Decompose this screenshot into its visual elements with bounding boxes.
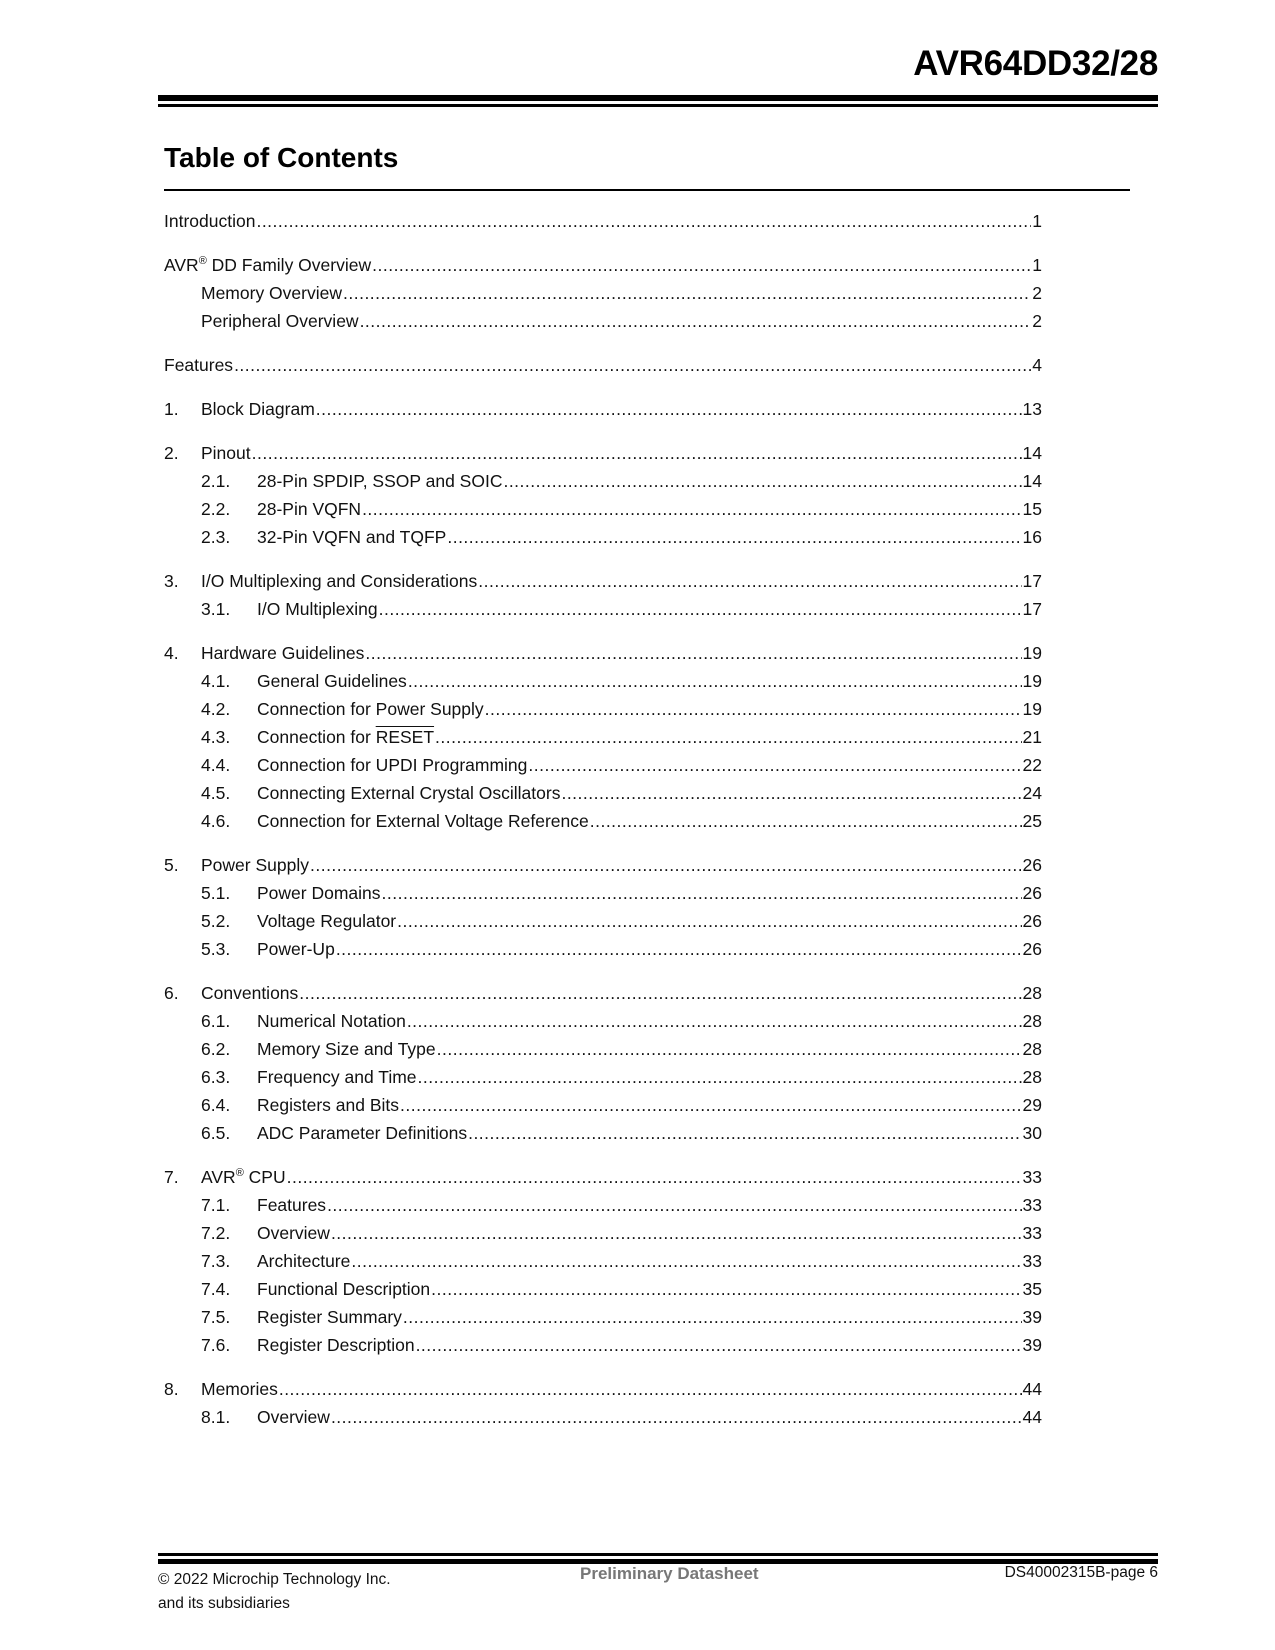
toc-entry-label[interactable]: Architecture [257,1251,351,1271]
toc-entry-page[interactable]: 1 [1032,211,1042,231]
toc-entry-number: 4.6. [201,811,231,831]
toc-entry-label[interactable]: I/O Multiplexing and Considerations [201,571,478,591]
toc-leader-dots [362,495,1021,523]
toc-entry[interactable] [164,595,1042,623]
toc-leader-dots [327,1191,1021,1219]
toc-entry-label[interactable]: Registers and Bits [257,1095,400,1115]
toc-leader-dots [343,279,1031,307]
toc-entry-number: 7. [164,1167,179,1187]
toc-entry[interactable] [164,639,1042,667]
toc-entry-number: 7.5. [201,1307,231,1327]
toc-leader-dots [478,567,1021,595]
toc-entry-label[interactable]: Numerical Notation [257,1011,406,1031]
toc-leader-dots [468,1119,1021,1147]
toc-entry[interactable] [164,1375,1042,1403]
toc-leader-dots [590,807,1022,835]
toc-entry[interactable] [164,723,1042,751]
toc-leader-dots [234,351,1031,379]
toc-entry-page[interactable]: 2 [1032,311,1042,331]
toc-entry-page[interactable]: 33 [1022,1251,1042,1271]
toc-entry-label[interactable]: Overview [257,1223,330,1243]
footer-rule-top [158,1553,1158,1556]
toc-entry[interactable] [164,567,1042,595]
toc-entry[interactable] [164,307,1042,335]
toc-leader-dots [382,879,1022,907]
toc-entry-page[interactable]: 28 [1022,983,1042,1003]
toc-leader-dots [279,1375,1022,1403]
toc-entry-number: 6. [164,983,179,1003]
toc-leader-dots [365,639,1021,667]
toc-entry-page[interactable]: 44 [1022,1407,1042,1427]
toc-leader-dots [252,439,1022,467]
toc-entry-number: 7.3. [201,1251,231,1271]
subsidiaries-text: and its subsidiaries [158,1595,290,1612]
toc-entry-number: 5. [164,855,179,875]
toc-entry-page[interactable]: 39 [1022,1307,1042,1327]
toc-entry[interactable] [164,467,1042,495]
toc-entry-page[interactable]: 24 [1022,783,1042,803]
toc-entry[interactable] [164,523,1042,551]
document-title: AVR64DD32/28 [913,44,1158,83]
toc-entry-page[interactable]: 14 [1022,471,1042,491]
toc-entry-number: 5.3. [201,939,231,959]
toc-entry-label[interactable]: Register Description [257,1335,415,1355]
toc-entry[interactable] [164,351,1042,379]
toc-heading: Table of Contents [164,142,399,173]
toc-entry[interactable] [164,1331,1042,1359]
toc-entry-number: 7.4. [201,1279,231,1299]
toc-entry-label[interactable]: Introduction [164,211,256,231]
toc-entry-page[interactable]: 33 [1022,1167,1042,1187]
toc-entry-label[interactable]: Connection for UPDI Programming [257,755,528,775]
toc-entry-label[interactable]: Memory Size and Type [257,1039,436,1059]
toc-entry-number: 8. [164,1379,179,1399]
toc-entry[interactable] [164,1119,1042,1147]
toc-entry-page[interactable]: 4 [1032,355,1042,375]
toc-entry-number: 4.4. [201,755,231,775]
toc-entry-number: 2.3. [201,527,231,547]
toc-entry[interactable] [164,1035,1042,1063]
toc-entry[interactable] [164,695,1042,723]
toc-entry-number: 5.2. [201,911,231,931]
toc-entry-label[interactable]: Frequency and Time [257,1067,417,1087]
document-status: Preliminary Datasheet [580,1564,759,1583]
toc-entry-page[interactable]: 17 [1022,599,1042,619]
toc-leader-dots [336,935,1022,963]
toc-entry-label[interactable]: 28-Pin SPDIP, SSOP and SOIC [257,471,503,491]
copyright-text: © 2022 Microchip Technology Inc. [158,1571,391,1588]
toc-entry-number: 4. [164,643,179,663]
toc-entry-label[interactable]: Pinout [201,443,251,463]
toc-entry-number: 4.2. [201,699,231,719]
table-of-contents [164,207,1042,1431]
toc-leader-dots [485,695,1022,723]
toc-leader-dots [351,1247,1021,1275]
header-rule-bottom [158,104,1158,107]
toc-entry[interactable] [164,439,1042,467]
toc-entry-label[interactable]: ADC Parameter Definitions [257,1123,468,1143]
toc-entry-label[interactable]: Power-Up [257,939,335,959]
toc-entry-page[interactable]: 28 [1022,1011,1042,1031]
toc-entry-number: 2.1. [201,471,231,491]
toc-leader-dots [503,467,1021,495]
toc-entry-label[interactable]: Functional Description [257,1279,431,1299]
toc-leader-dots [331,1219,1022,1247]
toc-entry-page[interactable]: 21 [1022,727,1042,747]
toc-leader-dots [299,979,1021,1007]
toc-entry-page[interactable]: 26 [1022,939,1042,959]
toc-entry-page[interactable]: 14 [1022,443,1042,463]
toc-entry-label[interactable]: Hardware Guidelines [201,643,365,663]
toc-entry[interactable] [164,1007,1042,1035]
toc-entry-label[interactable]: Overview [257,1407,330,1427]
toc-leader-dots [287,1163,1022,1191]
toc-entry[interactable] [164,667,1042,695]
toc-entry[interactable] [164,851,1042,879]
toc-leader-dots [372,251,1031,279]
toc-entry-page[interactable]: 22 [1022,755,1042,775]
toc-entry[interactable] [164,935,1042,963]
toc-entry-label[interactable]: Features [257,1195,327,1215]
toc-entry-number: 4.3. [201,727,231,747]
toc-entry-page[interactable]: 26 [1022,911,1042,931]
toc-leader-dots [528,751,1021,779]
toc-entry-page[interactable]: 35 [1022,1279,1042,1299]
toc-entry-label[interactable]: Connection for Power Supply [257,699,484,719]
toc-entry[interactable] [164,807,1042,835]
toc-entry-number: 4.1. [201,671,231,691]
toc-entry[interactable] [164,395,1042,423]
toc-entry-page[interactable]: 33 [1022,1223,1042,1243]
toc-entry-page[interactable]: 33 [1022,1195,1042,1215]
toc-entry[interactable] [164,1219,1042,1247]
toc-entry-label[interactable]: 32-Pin VQFN and TQFP [257,527,447,547]
toc-entry-page[interactable]: 19 [1022,699,1042,719]
toc-entry-number: 6.5. [201,1123,231,1143]
footer-copyright [158,1568,391,1616]
toc-entry-page[interactable]: 1 [1032,255,1042,275]
toc-entry-page[interactable]: 13 [1022,399,1042,419]
toc-leader-dots [416,1331,1022,1359]
toc-leader-dots [331,1403,1022,1431]
toc-leader-dots [431,1275,1021,1303]
toc-entry-number: 6.1. [201,1011,231,1031]
toc-entry-page[interactable]: 26 [1022,883,1042,903]
toc-entry-number: 3. [164,571,179,591]
toc-entry-page[interactable]: 25 [1022,811,1042,831]
toc-entry[interactable] [164,251,1042,279]
toc-entry-number: 2.2. [201,499,231,519]
toc-entry-label[interactable]: Power Supply [201,855,309,875]
toc-entry-page[interactable]: 28 [1022,1039,1042,1059]
toc-leader-dots [256,207,1031,235]
toc-entry[interactable] [164,1063,1042,1091]
toc-leader-dots [360,307,1032,335]
toc-entry-number: 6.4. [201,1095,231,1115]
toc-entry-number: 8.1. [201,1407,231,1427]
toc-leader-dots [400,1091,1022,1119]
toc-entry[interactable] [164,879,1042,907]
toc-entry-number: 6.2. [201,1039,231,1059]
toc-entry-label[interactable]: Peripheral Overview [201,311,359,331]
toc-leader-dots [408,667,1022,695]
toc-leader-dots [316,395,1022,423]
toc-entry[interactable] [164,751,1042,779]
toc-entry-number: 7.6. [201,1335,231,1355]
toc-entry-page[interactable]: 30 [1022,1123,1042,1143]
toc-entry-number: 3.1. [201,599,231,619]
toc-entry-label[interactable]: Connecting External Crystal Oscillators [257,783,561,803]
toc-entry-page[interactable]: 28 [1022,1067,1042,1087]
toc-entry[interactable] [164,1191,1042,1219]
toc-entry[interactable] [164,495,1042,523]
toc-entry-label[interactable]: Conventions [201,983,299,1003]
toc-entry[interactable] [164,779,1042,807]
toc-entry-label[interactable]: 28-Pin VQFN [257,499,362,519]
toc-leader-dots [403,1303,1022,1331]
page-reference: DS40002315B-page 6 [1004,1564,1158,1581]
toc-entry-page[interactable]: 29 [1022,1095,1042,1115]
toc-leader-dots [561,779,1021,807]
toc-leader-dots [379,595,1022,623]
toc-entry-page[interactable]: 19 [1022,643,1042,663]
toc-entry-label[interactable]: I/O Multiplexing [257,599,378,619]
toc-entry-label[interactable]: Voltage Regulator [257,911,397,931]
toc-entry-label[interactable]: Connection for External Voltage Reference [257,811,589,831]
toc-leader-dots [407,1007,1022,1035]
toc-entry-number: 7.2. [201,1223,231,1243]
toc-entry[interactable] [164,1163,1042,1191]
toc-entry-page[interactable]: 15 [1022,499,1042,519]
toc-entry-label[interactable]: AVR® DD Family Overview [164,255,372,275]
toc-entry-page[interactable]: 19 [1022,671,1042,691]
toc-entry-number: 6.3. [201,1067,231,1087]
toc-entry-number: 7.1. [201,1195,231,1215]
toc-leader-dots [435,723,1021,751]
toc-entry[interactable] [164,1091,1042,1119]
toc-entry-page[interactable]: 44 [1022,1379,1042,1399]
toc-entry-number: 1. [164,399,179,419]
toc-entry[interactable] [164,1403,1042,1431]
toc-heading-rule [164,189,1130,191]
toc-entry[interactable] [164,1247,1042,1275]
toc-entry[interactable] [164,979,1042,1007]
toc-entry-label[interactable]: AVR® CPU [201,1167,286,1187]
toc-entry-label[interactable]: Power Domains [257,883,381,903]
toc-entry-page[interactable]: 16 [1022,527,1042,547]
toc-entry-number: 2. [164,443,179,463]
toc-entry-label[interactable]: Connection for RESET [257,727,435,747]
toc-leader-dots [418,1063,1022,1091]
toc-entry-page[interactable]: 2 [1032,283,1042,303]
toc-entry-label[interactable]: Features [164,355,234,375]
toc-entry-number: 5.1. [201,883,231,903]
toc-entry-page[interactable]: 39 [1022,1335,1042,1355]
toc-entry-page[interactable]: 17 [1022,571,1042,591]
toc-entry-label[interactable]: Memory Overview [201,283,342,303]
toc-leader-dots [397,907,1021,935]
header-rule-top [158,95,1158,101]
toc-entry-page[interactable]: 26 [1022,855,1042,875]
toc-leader-dots [310,851,1022,879]
toc-entry-label[interactable]: Register Summary [257,1307,402,1327]
toc-entry-number: 4.5. [201,783,231,803]
toc-entry[interactable] [164,1275,1042,1303]
toc-leader-dots [447,523,1021,551]
toc-entry-label[interactable]: Memories [201,1379,278,1399]
toc-entry-label[interactable]: General Guidelines [257,671,407,691]
toc-entry[interactable] [164,1303,1042,1331]
toc-leader-dots [437,1035,1022,1063]
toc-entry[interactable] [164,907,1042,935]
toc-entry[interactable] [164,207,1042,235]
toc-entry-label[interactable]: Block Diagram [201,399,315,419]
toc-entry[interactable] [164,279,1042,307]
